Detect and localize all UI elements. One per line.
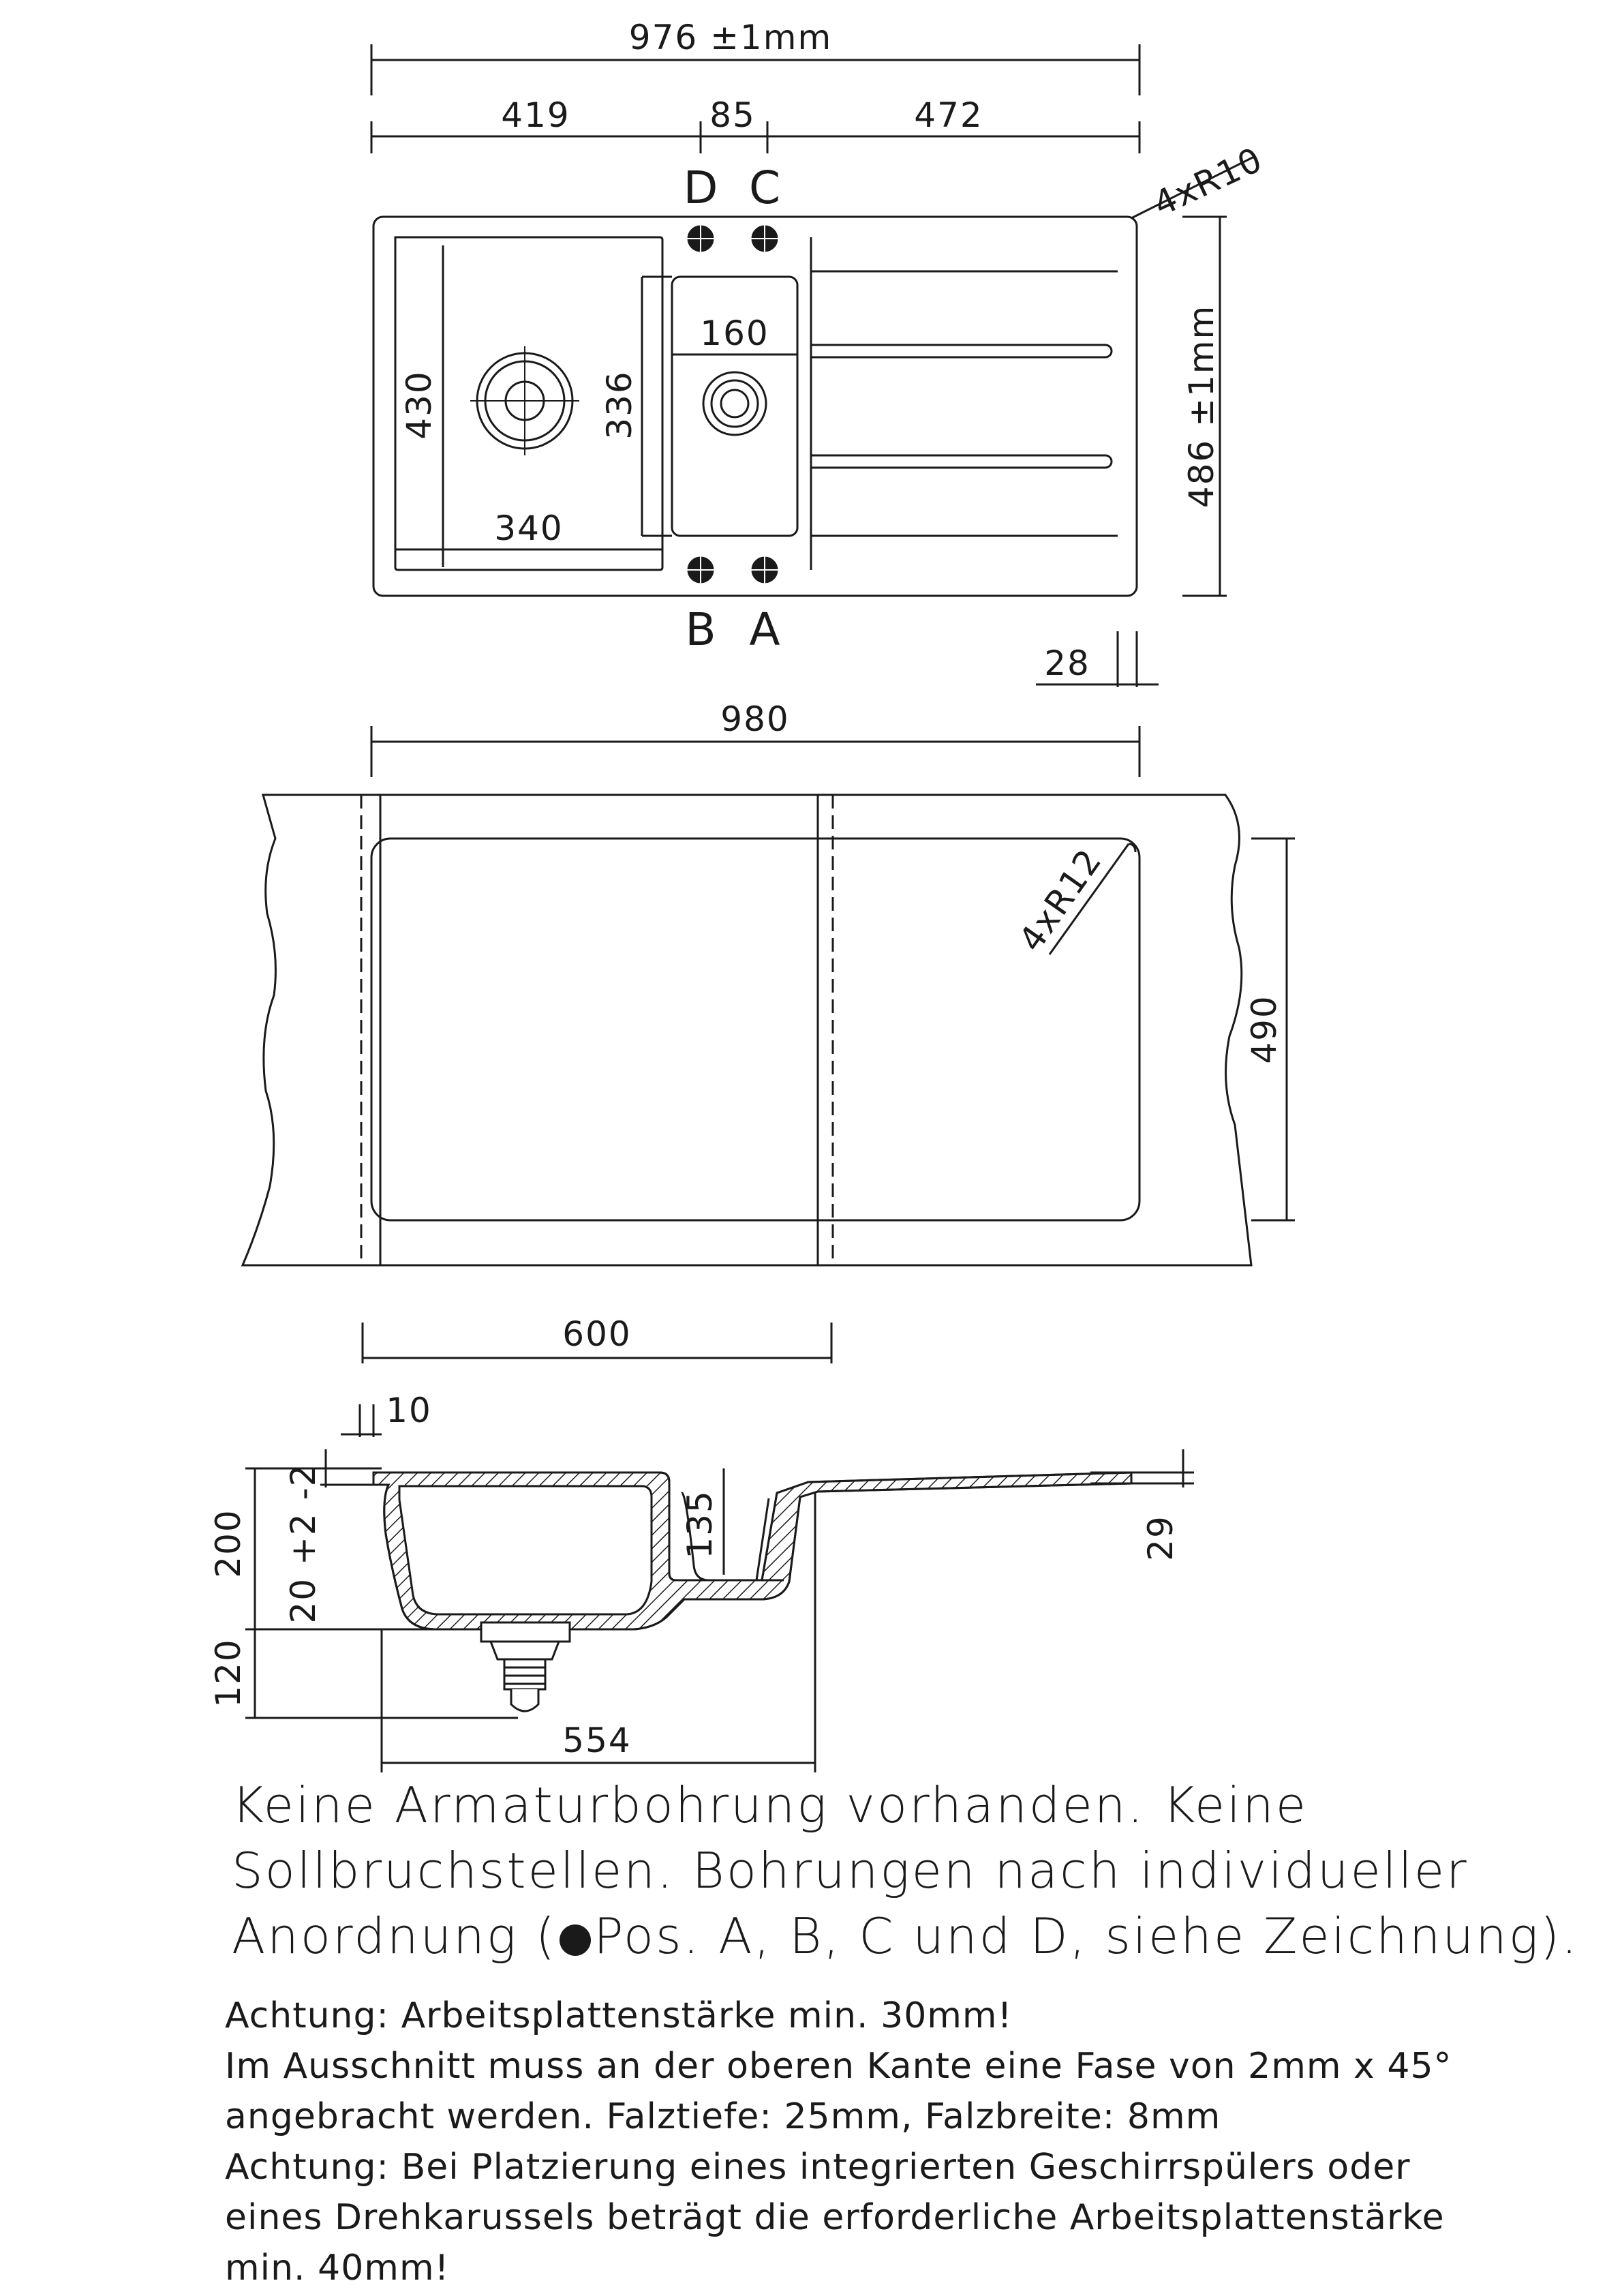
- dim-seg-right: 472: [914, 95, 983, 135]
- section-view-labels: [209, 1391, 1180, 1760]
- drill-hole-icon: [560, 1924, 591, 1956]
- dim-overall-depth: 486 ±1mm: [1182, 304, 1221, 509]
- note-line-3-suffix: Pos. A, B, C und D, siehe Zeichnung).: [594, 1907, 1579, 1965]
- dim-small-bowl-depth: 336: [600, 370, 639, 440]
- dim-overall-width: 976 ±1mm: [628, 18, 833, 57]
- dim-cutout-width: 980: [720, 699, 790, 739]
- hole-c-icon: [747, 221, 782, 256]
- cutout-view-labels: [562, 699, 1284, 1354]
- top-view-labels: [399, 18, 1269, 683]
- dim-corner-radius: 4xR10: [1147, 139, 1270, 224]
- dim-main-bowl-depth: 430: [399, 370, 439, 440]
- dim-small-bowl-width: 160: [700, 314, 769, 353]
- label-hole-d: D: [683, 162, 718, 214]
- dim-bowl-height: 200: [209, 1509, 248, 1578]
- warning-line-3: angebracht werden. Falztiefe: 25mm, Falzbreite: 8mm: [225, 2096, 1221, 2137]
- label-hole-b: B: [685, 603, 716, 656]
- top-view: [371, 44, 1254, 687]
- dim-seg-left: 419: [501, 95, 570, 135]
- section-view: [245, 1404, 1194, 1772]
- hole-a-icon: [747, 552, 782, 588]
- dim-cabinet-width: 600: [562, 1314, 632, 1354]
- note-line-1: Keine Armaturbohrung vorhanden. Keine: [232, 1777, 1309, 1834]
- warning-line-1: Achtung: Arbeitsplattenstärke min. 30mm!: [225, 1995, 1013, 2036]
- dim-total-width: 554: [562, 1721, 632, 1760]
- dim-drainboard-height: 29: [1141, 1515, 1180, 1561]
- dim-edge-tolerance: 20 +2 -2: [284, 1463, 323, 1624]
- dim-small-bowl-height: 135: [680, 1490, 720, 1559]
- warning-line-2: Im Ausschnitt muss an der oberen Kante eine Fase von 2mm x 45°: [225, 2046, 1452, 2087]
- dim-cutout-depth: 490: [1244, 995, 1284, 1064]
- dim-lip: 10: [386, 1391, 432, 1430]
- hole-d-icon: [683, 221, 718, 256]
- warnings-block: [225, 1991, 1615, 2293]
- label-hole-a: A: [749, 603, 780, 656]
- dim-seg-mid: 85: [709, 95, 756, 135]
- small-drain-icon: [703, 372, 766, 435]
- dim-cutout-radius: 4xR12: [1011, 841, 1110, 959]
- note-line-2: Sollbruchstellen. Bohrungen nach individueller: [232, 1842, 1469, 1899]
- warning-line-6: min. 40mm!: [225, 2248, 450, 2289]
- cutout-outline: [371, 839, 1139, 1220]
- sink-outline: [373, 217, 1137, 596]
- dim-rim-offset: 28: [1044, 644, 1090, 683]
- dim-drain-height: 120: [209, 1638, 248, 1708]
- note-line-3: [232, 1903, 1579, 1969]
- warning-line-5: eines Drehkarussels beträgt die erforderliche Arbeitsplattenstärke: [225, 2197, 1445, 2238]
- label-hole-c: C: [748, 162, 781, 214]
- drain-pipe-icon: [481, 1622, 570, 1711]
- notes-block: [232, 1772, 1579, 1969]
- warning-line-4: Achtung: Bei Platzierung eines integrierten Geschirrspülers oder: [225, 2147, 1411, 2188]
- note-line-3-prefix: Anordnung (: [232, 1907, 557, 1965]
- dim-main-bowl-width: 340: [494, 509, 564, 548]
- hole-b-icon: [683, 552, 718, 588]
- cutout-view: [243, 726, 1295, 1363]
